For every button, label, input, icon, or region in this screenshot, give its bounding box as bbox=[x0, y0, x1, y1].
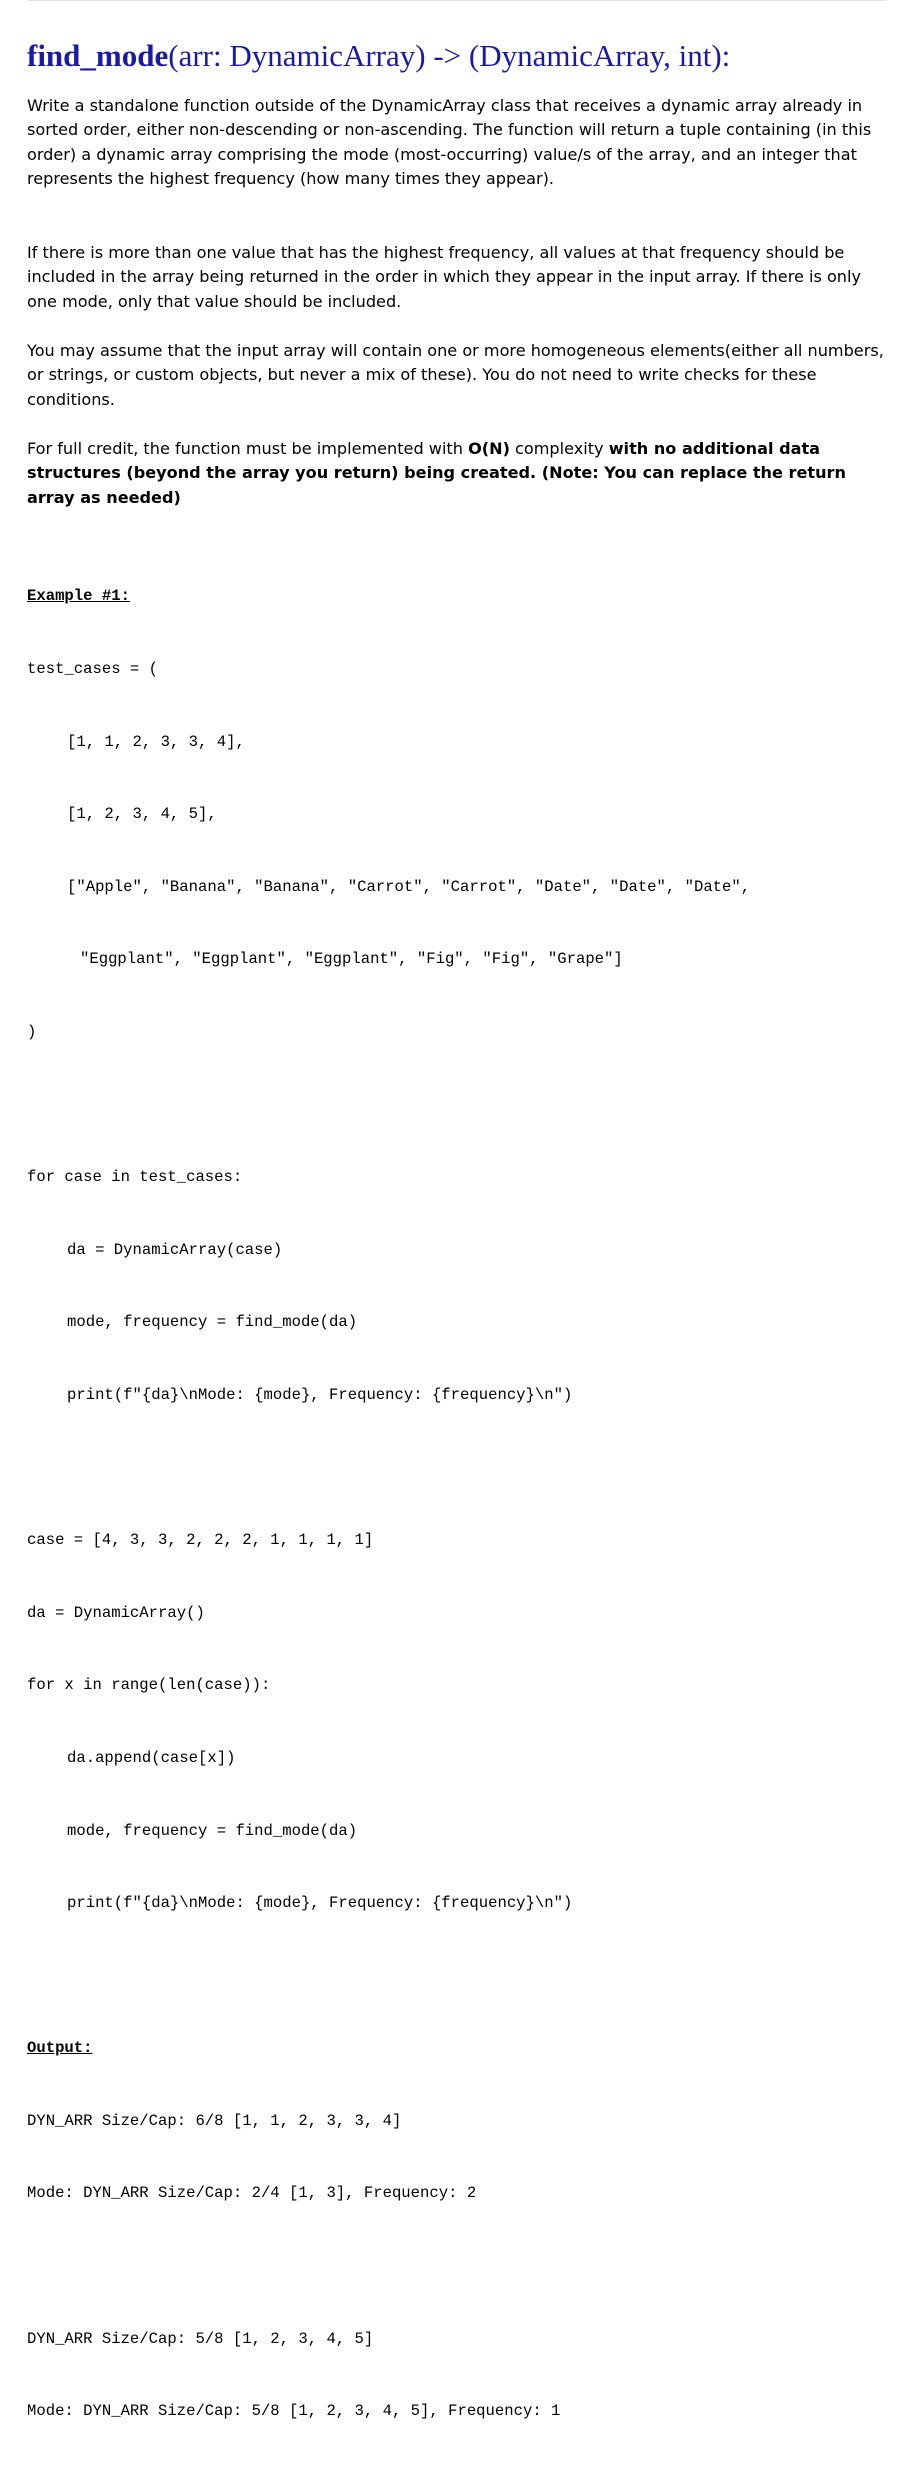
code-line: test_cases = ( bbox=[27, 660, 159, 678]
code-line: da = DynamicArray(case) bbox=[67, 1240, 283, 1259]
example-code-block bbox=[27, 536, 750, 2472]
complexity-notation: O(N) bbox=[468, 439, 510, 458]
description-paragraph: Write a standalone function outside of the DynamicArray class that receives a dynamic array already in sorted order, either non-descending or non-ascending. The function will return a tuple containing (in this order) a dynamic array comprising the mode (most-occurring) value/s of the array, and an integer that represents the highest frequency (how many times they appear). bbox=[27, 96, 872, 189]
requirements-text-start: For full credit, the function must be implemented with bbox=[27, 439, 469, 458]
function-name: find_mode bbox=[27, 38, 169, 73]
code-line: da.append(case[x]) bbox=[67, 1748, 236, 1767]
requirements-bold-text: with no additional data structures (beyond the array you return) being created. (Note: You can replace the return array as needed) bbox=[27, 439, 846, 507]
code-line: for case in test_cases: bbox=[27, 1168, 243, 1187]
blank-line bbox=[27, 1964, 750, 1988]
output-line: Mode: DYN_ARR Size/Cap: 5/8 [1, 2, 3, 4, 5], Frequency: 1 bbox=[27, 2402, 561, 2421]
multiple-modes-paragraph: If there is more than one value that has the highest frequency, all values at that frequency should be included in the array being returned in the order in which they appear in the input array. If there is only one mode, only that value should be included. bbox=[27, 243, 861, 311]
code-line: ["Apple", "Banana", "Banana", "Carrot", "Carrot", "Date", "Date", "Date", bbox=[67, 877, 751, 896]
code-line: case = [4, 3, 3, 2, 2, 2, 1, 1, 1, 1] bbox=[27, 1531, 374, 1550]
code-line: [1, 2, 3, 4, 5], bbox=[67, 805, 217, 824]
code-line: print(f"{da}\nMode: {mode}, Frequency: {frequency}\n") bbox=[67, 1385, 573, 1404]
blank-line bbox=[27, 1456, 750, 1480]
code-line: da = DynamicArray() bbox=[27, 1603, 205, 1622]
code-line: mode, frequency = find_mode(da) bbox=[67, 1821, 358, 1840]
top-divider bbox=[27, 0, 887, 1]
function-heading bbox=[27, 36, 730, 76]
output-line: DYN_ARR Size/Cap: 5/8 [1, 2, 3, 4, 5] bbox=[27, 2329, 374, 2348]
function-signature: (arr: DynamicArray) -> (DynamicArray, int): bbox=[168, 38, 731, 73]
example-label: Example #1: bbox=[27, 587, 130, 606]
output-line: Mode: DYN_ARR Size/Cap: 2/4 [1, 3], Frequency: 2 bbox=[27, 2184, 477, 2203]
code-line: ) bbox=[27, 1022, 37, 1041]
assumptions-paragraph: You may assume that the input array will contain one or more homogeneous elements(either all numbers, or strings, or custom objects, but never a mix of these). You do not need to write checks for these conditions. bbox=[27, 341, 884, 409]
output-label: Output: bbox=[27, 2039, 93, 2058]
requirements-paragraph bbox=[27, 437, 887, 510]
code-line: for x in range(len(case)): bbox=[27, 1676, 271, 1695]
requirements-text-mid: complexity bbox=[509, 439, 609, 458]
code-line: print(f"{da}\nMode: {mode}, Frequency: {frequency}\n") bbox=[67, 1894, 573, 1913]
output-line: DYN_ARR Size/Cap: 6/8 [1, 1, 2, 3, 3, 4] bbox=[27, 2111, 402, 2130]
blank-line bbox=[27, 2254, 750, 2278]
code-line: mode, frequency = find_mode(da) bbox=[67, 1313, 358, 1332]
code-line: "Eggplant", "Eggplant", "Eggplant", "Fig", "Fig", "Grape"] bbox=[80, 950, 623, 969]
code-line: [1, 1, 2, 3, 3, 4], bbox=[67, 732, 245, 751]
blank-line bbox=[27, 1093, 750, 1117]
